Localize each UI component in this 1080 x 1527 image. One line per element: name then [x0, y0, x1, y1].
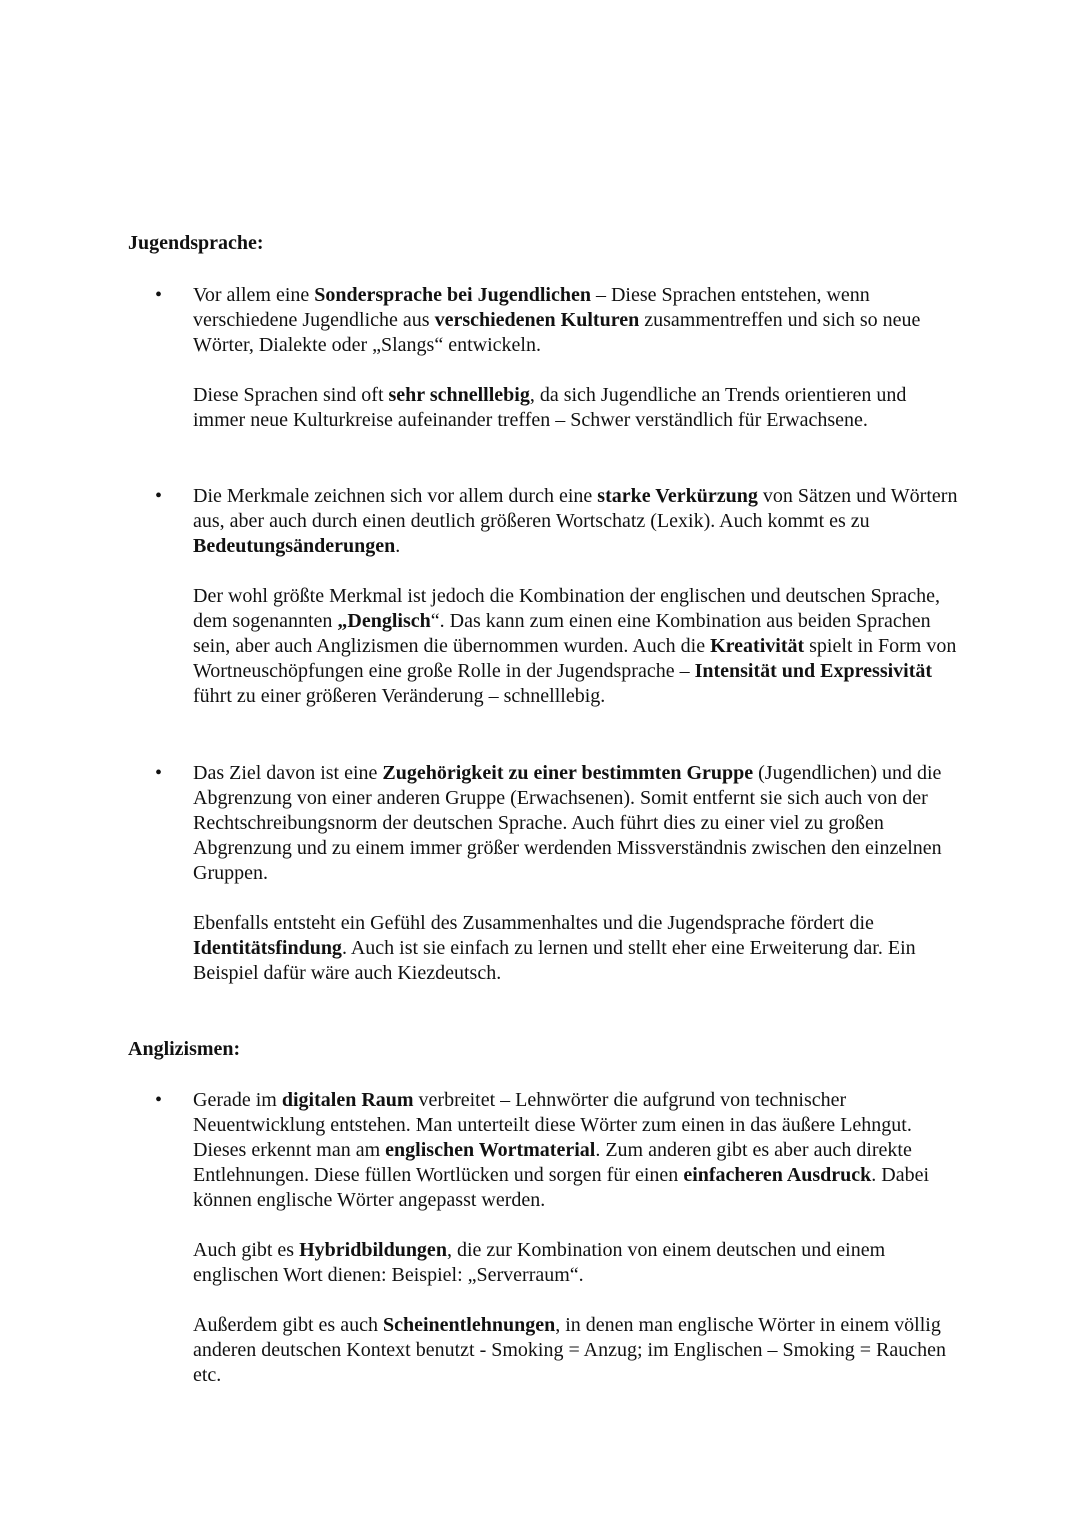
paragraph: Ebenfalls entsteht ein Gefühl des Zusammenhaltes und die Jugendsprache fördert die Identitätsfindung. Auch ist sie einfach zu lernen und stellt eher eine Erweiterung dar. Ein Beispiel dafür wäre auch Kiezdeutsch.: [193, 912, 916, 984]
bullet-marker: •: [155, 284, 163, 306]
bullet-marker: •: [155, 1089, 163, 1111]
bullet-marker: •: [155, 485, 163, 507]
section-heading-anglizismen: Anglizismen:: [128, 1038, 241, 1060]
paragraph: Außerdem gibt es auch Scheinentlehnungen, in denen man englische Wörter in einem völlig anderen deutschen Kontext benutzt - Smoking = Anzug; im Englischen – Smoking = Rauchen etc.: [193, 1314, 946, 1386]
paragraph: Gerade im digitalen Raum verbreitet – Lehnwörter die aufgrund von technischer Neuentwicklung entstehen. Man unterteilt diese Wörter zum einen in das äußere Lehngut. Dieses erkennt man am englischen Wortmaterial. Zum anderen gibt es aber auch direkte Entlehnungen. Diese füllen Wortlücken und sorgen für einen einfacheren Ausdruck. Dabei können englische Wörter angepasst werden.: [193, 1089, 930, 1211]
paragraph: Diese Sprachen sind oft sehr schnelllebig, da sich Jugendliche an Trends orientieren und immer neue Kulturkreise aufeinander treffen – Schwer verständlich für Erwachsene.: [193, 384, 907, 431]
paragraph: Vor allem eine Sondersprache bei Jugendlichen – Diese Sprachen entstehen, wenn verschiedene Jugendliche aus verschiedenen Kulturen zusammentreffen und sich so neue Wörter, Dialekte oder „Slangs“ entwickeln.: [193, 284, 921, 356]
paragraph: Das Ziel davon ist eine Zugehörigkeit zu einer bestimmten Gruppe (Jugendlichen) und die Abgrenzung von einer anderen Gruppe (Erwachsenen). Somit entfernt sie sich auch von der Rechtschreibungsnorm der deutschen Sprache. Auch führt dies zu einer viel zu großen Abgrenzung und zu einem immer größer werdenden Missverständnis zwischen den einzelnen Gruppen.: [193, 762, 942, 884]
section-heading-jugendsprache: Jugendsprache:: [128, 232, 264, 254]
paragraph: Die Merkmale zeichnen sich vor allem durch eine starke Verkürzung von Sätzen und Wörtern aus, aber auch durch einen deutlich größeren Wortschatz (Lexik). Auch kommt es zu Bedeutungsänderungen.: [193, 485, 958, 557]
bullet-marker: •: [155, 762, 163, 784]
paragraph: Auch gibt es Hybridbildungen, die zur Kombination von einem deutschen und einem englischen Wort dienen: Beispiel: „Serverraum“.: [193, 1239, 886, 1286]
paragraph: Der wohl größte Merkmal ist jedoch die Kombination der englischen und deutschen Sprache, dem sogenannten „Denglisch“. Das kann zum einen eine Kombination aus beiden Sprachen sein, aber auch Anglizismen die übernommen wurden. Auch die Kreativität spielt in Form von Wortneuschöpfungen eine große Rolle in der Jugendsprache – Intensität und Expressivität führt zu einer größeren Veränderung – schnelllebig.: [193, 585, 957, 707]
